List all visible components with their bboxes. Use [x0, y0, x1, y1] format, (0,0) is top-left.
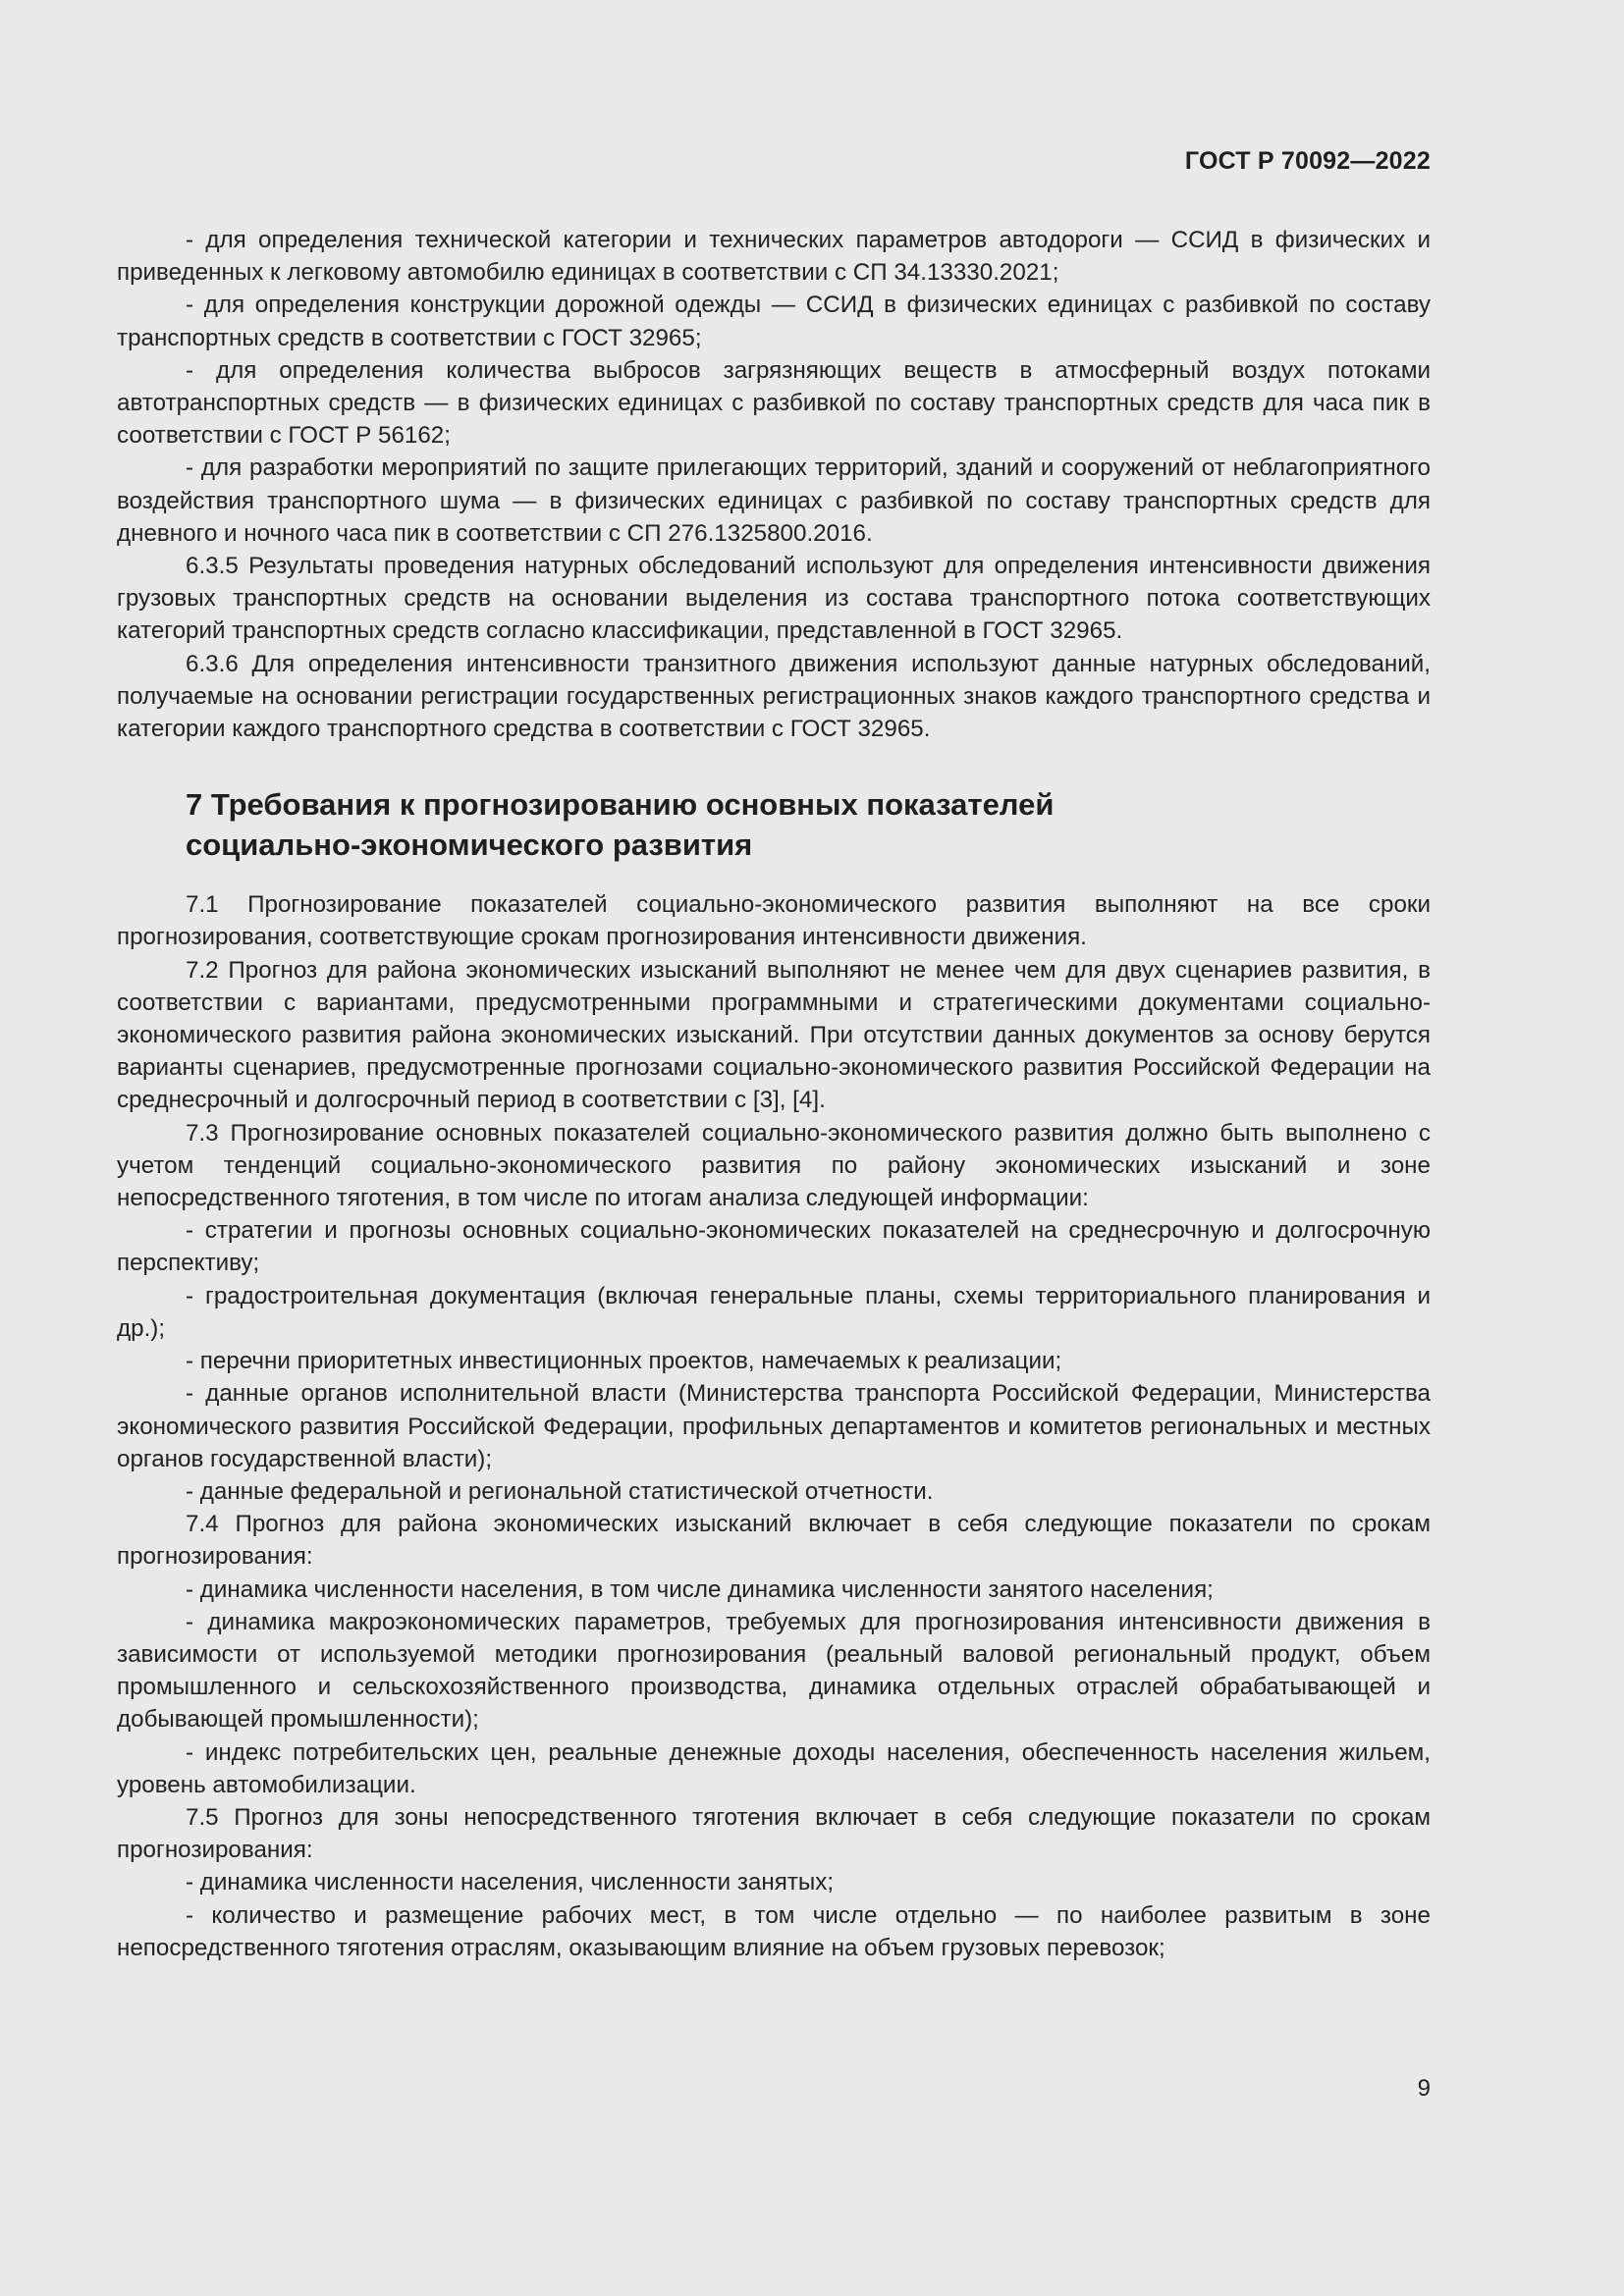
paragraph-7-2: 7.2 Прогноз для района экономических изысканий выполняют не менее чем для двух сценариев развития, в соответствии с вариантами, предусмотренными программными и стратегическими документами социально-экономического развития района экономических изысканий. При отсутствии данных документов за основу берутся варианты сценариев, предусмотренные прогнозами социально-экономического развития Российской Федерации на среднесрочный и долгосрочный период в соответствии с [3], [4].	[117, 956, 1431, 1114]
paragraph-6-3-5: 6.3.5 Результаты проведения натурных обследований используют для определения интенсивности движения грузовых транспортных средств на основании выделения из состава транспортного потока соответствующих категорий транспортных средств согласно классификации, представленной в ГОСТ 32965.	[117, 553, 1431, 645]
paragraph-7-4: 7.4 Прогноз для района экономических изысканий включает в себя следующие показатели по срокам прогнозирования:	[117, 1511, 1431, 1571]
list-item-population-dynamics: - динамика численности населения, в том числе динамика численности занятого населения;	[186, 1575, 1214, 1603]
list-item-pavement-design: - для определения конструкции дорожной одежды — ССИД в физических единицах с разбивкой по составу транспортных средств в соответствии с ГОСТ 32965;	[117, 292, 1431, 351]
list-item-noise-protection: - для разработки мероприятий по защите прилегающих территорий, зданий и сооружений от неблагоприятного воздействия транспортного шума — в физических единицах с разбивкой по составу транспортных средств для дневного и ночного часа пик в соответствии с СП 276.1325800.2016.	[117, 454, 1431, 547]
document-body	[117, 224, 1431, 1964]
list-item-investment-projects: - перечни приоритетных инвестиционных проектов, намечаемых к реализации;	[186, 1348, 1062, 1375]
paragraph-7-3: 7.3 Прогнозирование основных показателей социально-экономического развития должно быть выполнено с учетом тенденций социально-экономического развития по району экономических изысканий и зоне непосредственного тяготения, в том числе по итогам анализа следующей информации:	[117, 1119, 1431, 1212]
list-item-macroeconomic-parameters: - динамика макроэкономических параметров, требуемых для прогнозирования интенсивности движения в зависимости от используемой методики прогнозирования (реальный валовой региональный продукт, объем промышленного и сельскохозяйственного производства, динамика отдельных отраслей обрабатывающей и добывающей промышленности);	[117, 1608, 1431, 1734]
list-item-urban-planning: - градостроительная документация (включая генеральные планы, схемы территориального планирования и др.);	[117, 1282, 1431, 1342]
paragraph-6-3-6: 6.3.6 Для определения интенсивности транзитного движения используют данные натурных обследований, получаемые на основании регистрации государственных регистрационных знаков каждого транспортного средства и категории каждого транспортного средства в соответствии с ГОСТ 32965.	[117, 650, 1431, 743]
list-item-emissions: - для определения количества выбросов загрязняющих веществ в атмосферный воздух потоками автотранспортных средств — в физических единицах с разбивкой по составу транспортных средств для часа пик в соответствии с ГОСТ Р 56162;	[117, 356, 1431, 450]
list-item-statistics: - данные федеральной и региональной статистической отчетности.	[186, 1477, 934, 1505]
section-7-heading-line2: социально-экономического развития	[186, 828, 753, 863]
paragraph-7-5: 7.5 Прогноз для зоны непосредственного тяготения включает в себя следующие показатели по срокам прогнозирования:	[117, 1803, 1431, 1864]
list-item-consumer-price-index: - индекс потребительских цен, реальные денежные доходы населения, обеспеченность населения жильем, уровень автомобилизации.	[117, 1738, 1431, 1798]
list-item-workplaces: - количество и размещение рабочих мест, в том числе отдельно — по наиболее развитым в зоне непосредственного тяготения отраслям, оказывающим влияние на объем грузовых перевозок;	[117, 1901, 1431, 1961]
section-7-heading	[186, 784, 1431, 865]
list-item-authorities-data: - данные органов исполнительной власти (Министерства транспорта Российской Федерации, Министерства экономического развития Российской Федерации, профильных департаментов и комитетов региональных и местных органов государственной власти);	[117, 1380, 1431, 1472]
document-header: ГОСТ Р 70092—2022	[1184, 147, 1431, 175]
page-number: 9	[1417, 2075, 1431, 2102]
paragraph-7-1: 7.1 Прогнозирование показателей социально-экономического развития выполняют на все сроки прогнозирования, соответствующие срокам прогнозирования интенсивности движения.	[117, 891, 1431, 951]
list-item-strategies: - стратегии и прогнозы основных социально-экономических показателей на среднесрочную и долгосрочную перспективу;	[117, 1217, 1431, 1277]
list-item-technical-category: - для определения технической категории и технических параметров автодороги — ССИД в физических и приведенных к легковому автомобилю единицах в соответствии с СП 34.13330.2021;	[117, 227, 1431, 287]
list-item-population-employed: - динамика численности населения, численности занятых;	[186, 1869, 835, 1896]
section-7-heading-line1: 7 Требования к прогнозированию основных показателей	[186, 787, 1055, 823]
